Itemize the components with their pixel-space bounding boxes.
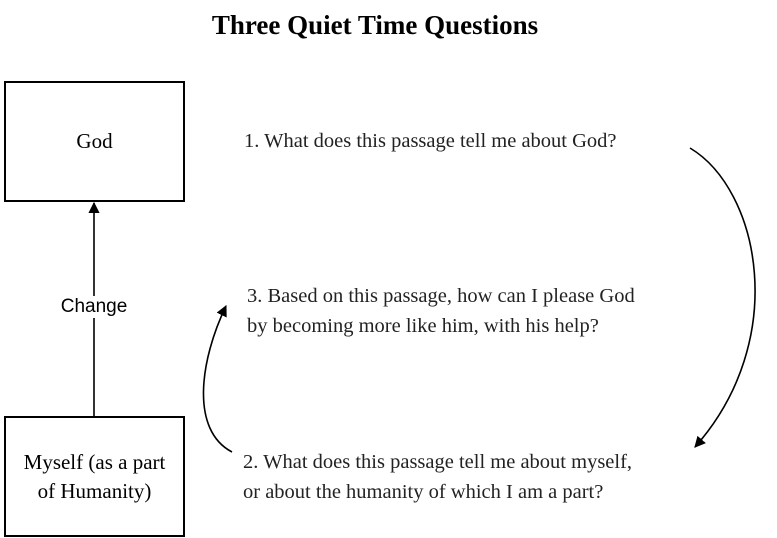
god-label: God xyxy=(76,129,113,154)
question-3-line-2: by becoming more like him, with his help? xyxy=(247,315,599,337)
myself-label-line-1: Myself (as a part xyxy=(23,450,166,475)
myself-label-line-2: of Humanity) xyxy=(37,478,152,503)
question-2-line-2: or about the humanity of which I am a part? xyxy=(243,481,604,503)
change-label: Change xyxy=(56,296,132,318)
question-3-line-1: 3. Based on this passage, how can I please God xyxy=(247,285,635,307)
god-box xyxy=(4,81,185,202)
arrow-q2-to-q3 xyxy=(203,306,232,452)
diagram-title: Three Quiet Time Questions xyxy=(211,10,539,40)
question-3 xyxy=(247,281,635,341)
arrow-q1-to-q2 xyxy=(690,148,755,447)
question-2-line-1: 2. What does this passage tell me about myself, xyxy=(243,451,633,473)
question-2 xyxy=(243,447,632,507)
question-1 xyxy=(244,126,617,156)
myself-box xyxy=(4,416,185,537)
question-1-line-1: 1. What does this passage tell me about God? xyxy=(244,130,617,152)
